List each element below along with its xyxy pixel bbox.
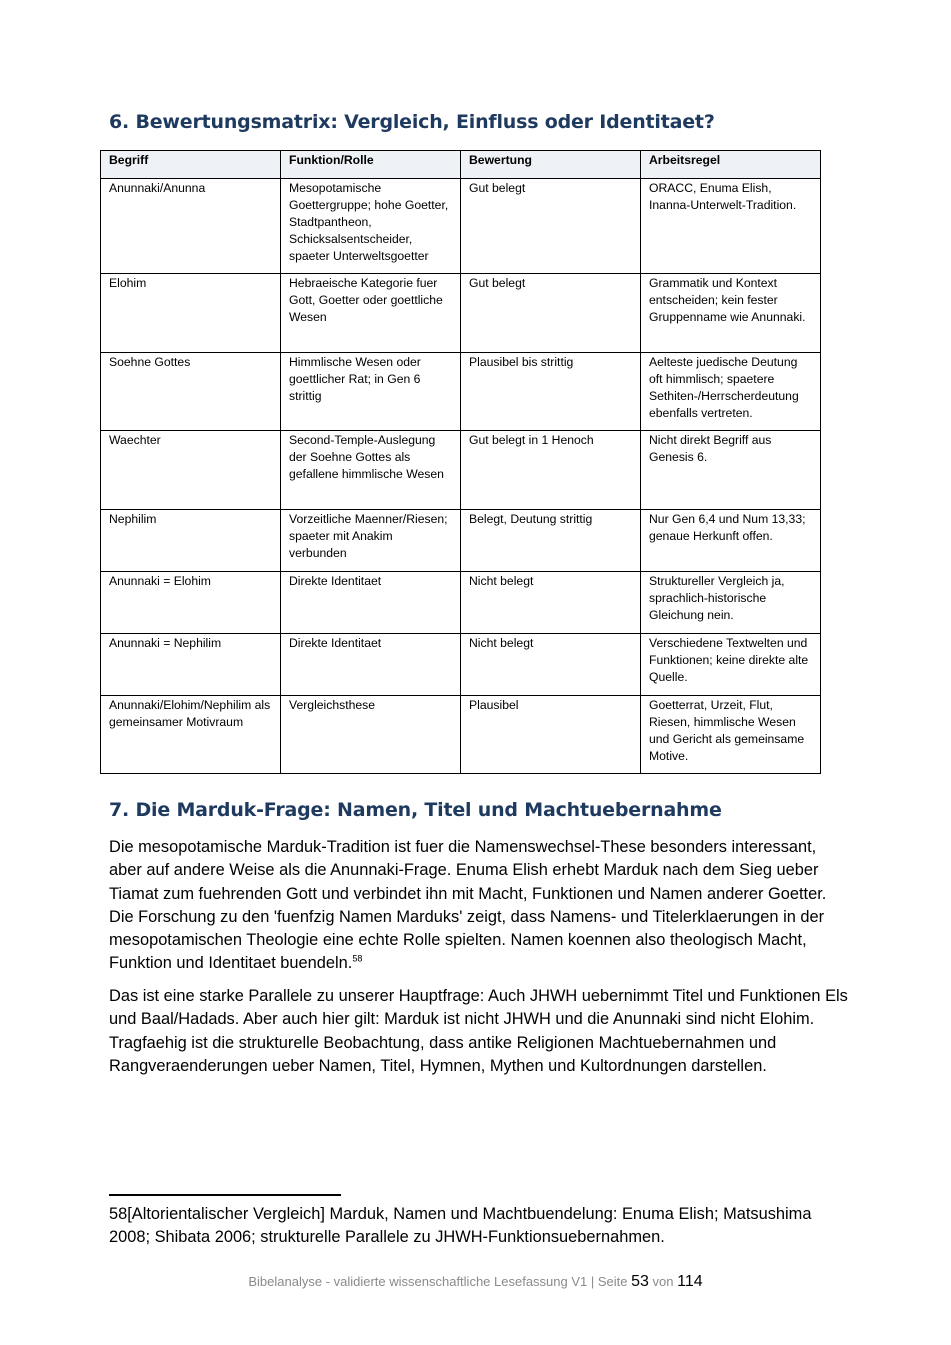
cell-term: Anunnaki = Elohim (101, 572, 281, 634)
table-row (101, 179, 821, 274)
body-paragraph: Das ist eine starke Parallele zu unserer Hauptfrage: Auch JHWH uebernimmt Titel und Funktionen Els und Baal/Hadads. Aber auch hier gilt: Marduk ist nicht JHWH und die Anunnaki sind nicht Elohim. Tragfaehig ist die strukturelle Beobachtung, dass antike Religionen Machtuebernahmen und Rangveraenderungen ueber Namen, Titel, Hymnen, Mythen und Kultordnungen darstellen. (109, 987, 848, 1075)
page-total: 114 (677, 1273, 703, 1290)
cell-term: Anunnaki = Nephilim (101, 634, 281, 696)
cell-rating: Plausibel (461, 696, 641, 774)
cell-rule: Goetterrat, Urzeit, Flut, Riesen, himmlische Wesen und Gericht als gemeinsame Motive. (641, 696, 821, 774)
table-row (101, 510, 821, 572)
cell-rating: Belegt, Deutung strittig (461, 510, 641, 572)
cell-role: Direkte Identitaet (281, 572, 461, 634)
cell-role: Vergleichsthese (281, 696, 461, 774)
cell-rule: Aelteste juedische Deutung oft himmlisch; spaetere Sethiten-/Herrscherdeutung ebenfalls vertreten. (641, 353, 821, 431)
cell-term: Anunnaki/Elohim/Nephilim als gemeinsamer Motivraum (101, 696, 281, 774)
table-header-row (101, 151, 821, 179)
cell-rule: Grammatik und Kontext entscheiden; kein fester Gruppenname wie Anunnaki. (641, 274, 821, 353)
cell-term: Anunnaki/Anunna (101, 179, 281, 274)
table-row (101, 274, 821, 353)
evaluation-matrix-table (100, 150, 821, 774)
cell-term: Elohim (101, 274, 281, 353)
column-header-term: Begriff (101, 151, 281, 179)
footnote-reference[interactable]: 58 (352, 954, 363, 965)
paragraph-text: Die mesopotamische Marduk-Tradition ist fuer die Namenswechsel-These besonders interessant, aber auf andere Weise als die Anunnaki-Frage. Enuma Elish erhebt Marduk nach dem Sieg ueber Tiamat zum fuehrenden Gott und verbindet ihn mit Macht, Funktionen und Namen anderer Goetter. Die Forschung zu den 'fuenfzig Namen Marduks' zeigt, dass Namens- und Titelerklaerungen in der mesopotamischen Theologie eine echte Rolle spielten. Namen koennen also theologisch Macht, Funktion und Identitaet buendeln. (109, 838, 827, 973)
cell-role: Mesopotamische Goettergruppe; hohe Goetter, Stadtpantheon, Schicksalsentscheider, spaeter Unterweltsgoetter (281, 179, 461, 274)
cell-role: Hebraeische Kategorie fuer Gott, Goetter oder goettliche Wesen (281, 274, 461, 353)
section-7-heading: 7. Die Marduk-Frage: Namen, Titel und Machtuebernahme (109, 799, 722, 821)
cell-rating: Nicht belegt (461, 634, 641, 696)
footnote-text: 58[Altorientalischer Vergleich] Marduk, Namen und Machtbuendelung: Enuma Elish; Matsushima 2008; Shibata 2006; strukturelle Parallele zu JHWH-Funktionsuebernahmen. (109, 1205, 812, 1247)
footer-title: Bibelanalyse - validierte wissenschaftliche Lesefassung V1 | Seite (248, 1274, 628, 1289)
cell-role: Direkte Identitaet (281, 634, 461, 696)
body-paragraph (109, 836, 849, 976)
cell-role: Vorzeitliche Maenner/Riesen; spaeter mit Anakim verbunden (281, 510, 461, 572)
page-number: 53 (631, 1273, 649, 1290)
footer-of: von (652, 1274, 674, 1289)
cell-rating: Gut belegt in 1 Henoch (461, 431, 641, 510)
cell-rule: ORACC, Enuma Elish, Inanna-Unterwelt-Tradition. (641, 179, 821, 274)
table-row (101, 634, 821, 696)
column-header-role: Funktion/Rolle (281, 151, 461, 179)
cell-rating: Gut belegt (461, 179, 641, 274)
cell-term: Nephilim (101, 510, 281, 572)
cell-rule: Struktureller Vergleich ja, sprachlich-historische Gleichung nein. (641, 572, 821, 634)
cell-rating: Plausibel bis strittig (461, 353, 641, 431)
cell-rule: Nur Gen 6,4 und Num 13,33; genaue Herkunft offen. (641, 510, 821, 572)
cell-rating: Gut belegt (461, 274, 641, 353)
table-row (101, 696, 821, 774)
cell-rule: Nicht direkt Begriff aus Genesis 6. (641, 431, 821, 510)
section-6-heading: 6. Bewertungsmatrix: Vergleich, Einfluss oder Identitaet? (109, 111, 715, 133)
cell-rating: Nicht belegt (461, 572, 641, 634)
footnote-divider (109, 1194, 341, 1196)
cell-term: Soehne Gottes (101, 353, 281, 431)
table-row (101, 431, 821, 510)
cell-term: Waechter (101, 431, 281, 510)
table-row (101, 572, 821, 634)
page-footer (0, 1273, 951, 1291)
cell-role: Himmlische Wesen oder goettlicher Rat; in Gen 6 strittig (281, 353, 461, 431)
column-header-rule: Arbeitsregel (641, 151, 821, 179)
column-header-rating: Bewertung (461, 151, 641, 179)
table-row (101, 353, 821, 431)
cell-rule: Verschiedene Textwelten und Funktionen; keine direkte alte Quelle. (641, 634, 821, 696)
cell-role: Second-Temple-Auslegung der Soehne Gottes als gefallene himmlische Wesen (281, 431, 461, 510)
